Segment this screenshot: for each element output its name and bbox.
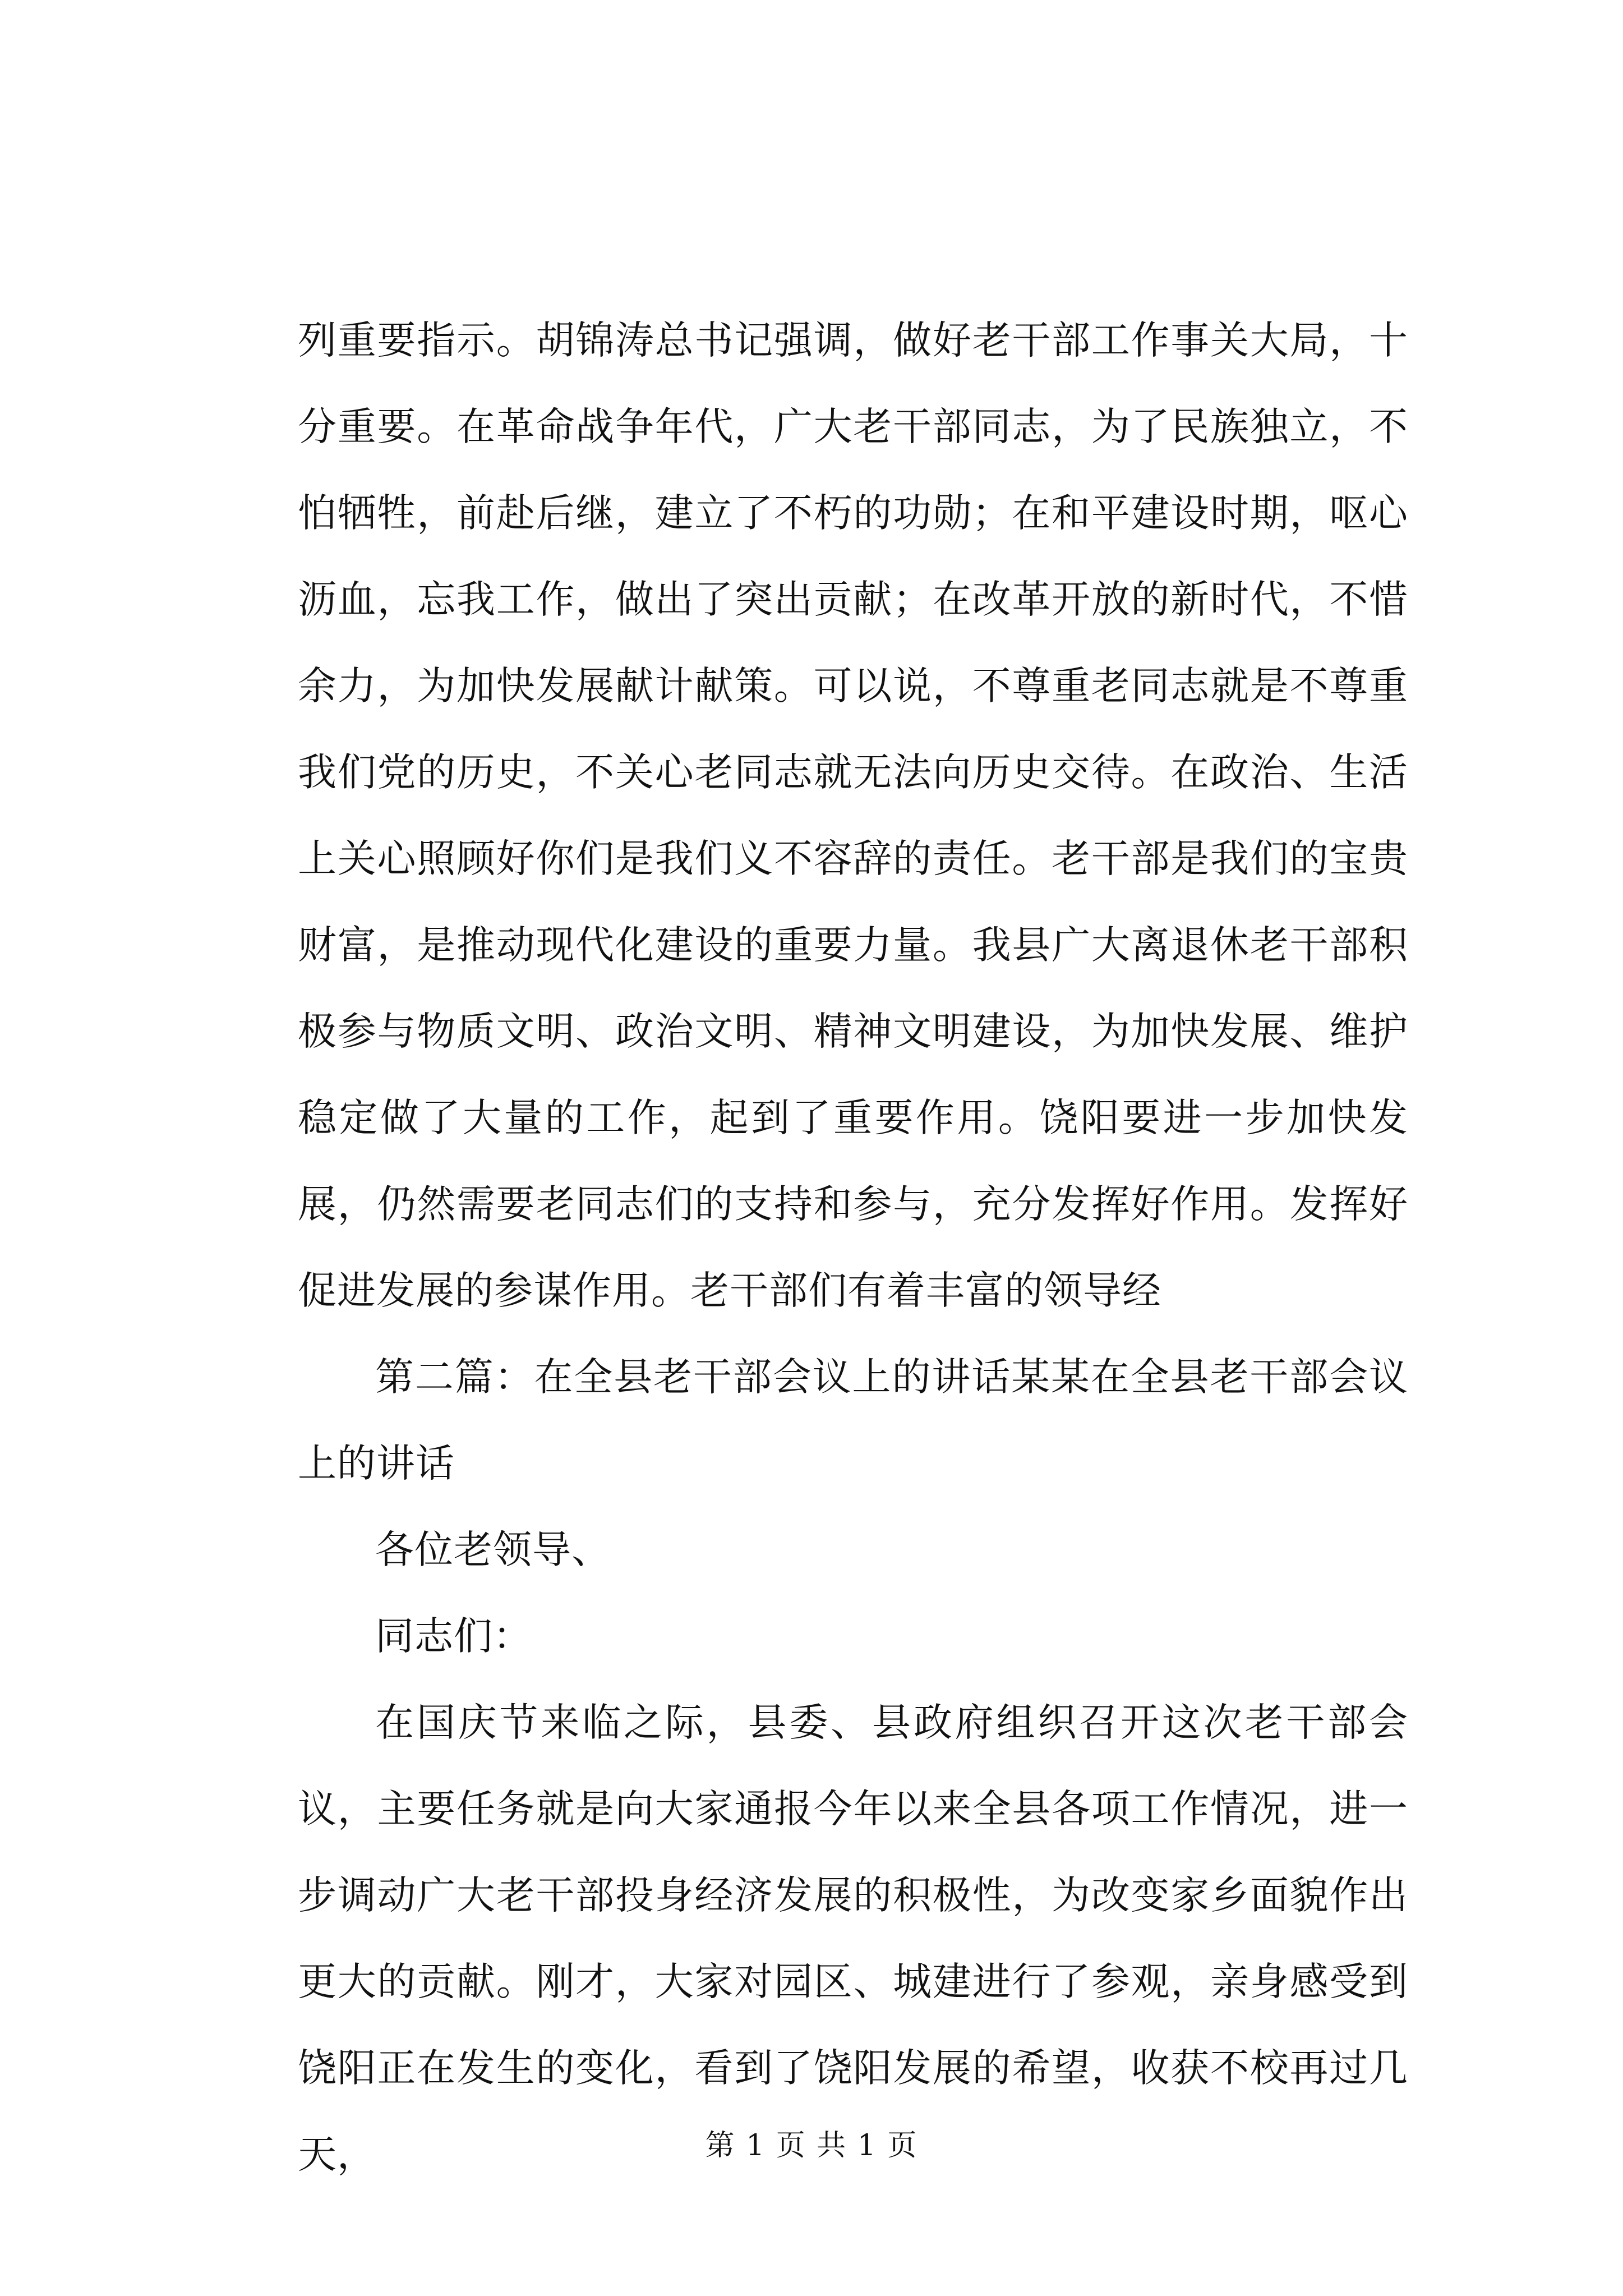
document-body	[298, 297, 1408, 2198]
section-heading: 第二篇：在全县老干部会议上的讲话某某在全县老干部会议上的讲话	[298, 1355, 1408, 1486]
salutation-line-1: 各位老领导、	[375, 1527, 611, 1572]
paragraph-opening: 在国庆节来临之际，县委、县政府组织召开这次老干部会议，主要任务就是向大家通报今年以来全县各项工作情况，进一步调动广大老干部投身经济发展的积极性，为改变家乡面貌作出更大的贡献。刚才，大家对园区、城建进行了参观，亲身感受到饶阳正在发生的变化，看到了饶阳发展的希望，收获不校再过几天，	[298, 1700, 1408, 2177]
paragraph-continuation: 列重要指示。胡锦涛总书记强调，做好老干部工作事关大局，十分重要。在革命战争年代，广大老干部同志，为了民族独立，不怕牺牲，前赴后继，建立了不朽的功勋；在和平建设时期，呕心沥血，忘我工作，做出了突出贡献；在改革开放的新时代，不惜余力，为加快发展献计献策。可以说，不尊重老同志就是不尊重我们党的历史，不关心老同志就无法向历史交待。在政治、生活上关心照顾好你们是我们义不容辞的责任。老干部是我们的宝贵财富，是推动现代化建设的重要力量。我县广大离退休老干部积极参与物质文明、政治文明、精神文明建设，为加快发展、维护稳定做了大量的工作，起到了重要作用。饶阳要进一步加快发展，仍然需要老同志们的支持和参与，充分发挥好作用。发挥好促进发展的参谋作用。老干部们有着丰富的领导经	[298, 318, 1408, 1313]
salutation-line-2: 同志们：	[375, 1614, 532, 1659]
page-footer: 第 1 页 共 1 页	[705, 2129, 918, 2162]
